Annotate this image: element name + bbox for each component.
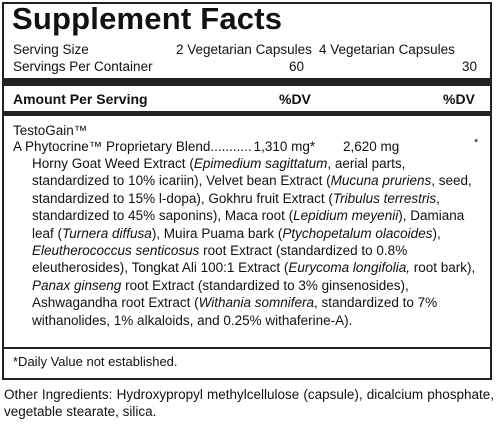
ingredient-text: , aerial parts, standardized to 10% icariin), Velvet bean Extract ( [32,156,406,189]
blend-amount-col2: 2,620 mg [343,139,400,154]
dv-header-col1: %DV [279,91,311,107]
botanical-name: Mucuna pruriens [330,173,432,189]
blend-star: * [474,137,479,149]
botanical-name: Lepidium meyenii [293,208,399,224]
ingredient-text: Horny Goat Weed Extract ( [32,156,194,171]
ingredient-text: ), [432,225,441,241]
other-ingredients: Other Ingredients: Hydroxypropyl methylcellulose (capsule), dicalcium phosphate, vegetable stearate, silica. [4,387,494,419]
footnote: *Daily Value not established. [13,354,178,369]
botanical-name: Ptychopetalum olacoides [282,225,433,241]
botanical-name: Tribulus terrestris [332,190,437,206]
servings-col1: 60 [289,59,305,74]
ingredient-text: , standardized to 7% withanolides, 1% alkaloids, and 0.25% withaferine-A). [32,295,438,328]
panel-title: Supplement Facts [12,1,283,36]
serving-size-col2: 4 Vegetarian Capsules [319,42,455,57]
ingredient-text: root Extract (standardized to 0.8% eleutherosides), Tongkat Ali 100:1 Extract ( [32,243,408,276]
thin-divider [4,347,490,349]
blend-row [13,139,315,154]
ingredient-text: ), Muira Puama bark ( [151,225,283,241]
thick-divider [4,78,490,86]
ingredient-text: root bark), [409,260,476,276]
servings-label: Servings Per Container [13,59,153,74]
botanical-name: Eleutherococcus senticosus [32,243,200,259]
ingredient-text: ), Damiana leaf ( [32,208,465,241]
botanical-name: Eurycoma longifolia, [288,260,410,276]
amount-per-serving-header: Amount Per Serving [13,91,148,107]
botanical-name: Turnera diffusa [62,225,152,241]
blend-ingredients [32,155,482,329]
medium-divider [4,111,490,116]
blend-name: A Phytocrine™ Proprietary Blend........... [13,139,252,154]
botanical-name: Epimedium sagittatum [193,156,328,171]
botanical-name: Panax ginseng [32,277,122,293]
product-name: TestoGain™ [13,123,88,138]
blend-amount-col1: 1,310 mg* [253,139,316,154]
botanical-name: Withania somnifera [198,295,315,311]
ingredient-text: , seed, standardized to 15% l-dopa), Gokhru fruit Extract ( [32,173,472,206]
supplement-facts-panel [2,2,492,380]
ingredient-text: , standardized to 45% saponins), Maca root ( [32,190,440,224]
ingredient-text: root Extract (standardized to 3% ginsenosides), Ashwagandha root Extract ( [32,277,409,311]
serving-size-label: Serving Size [13,42,89,57]
serving-size-col1: 2 Vegetarian Capsules [176,42,312,57]
servings-col2: 30 [462,59,478,74]
dv-header-col2: %DV [443,91,475,107]
